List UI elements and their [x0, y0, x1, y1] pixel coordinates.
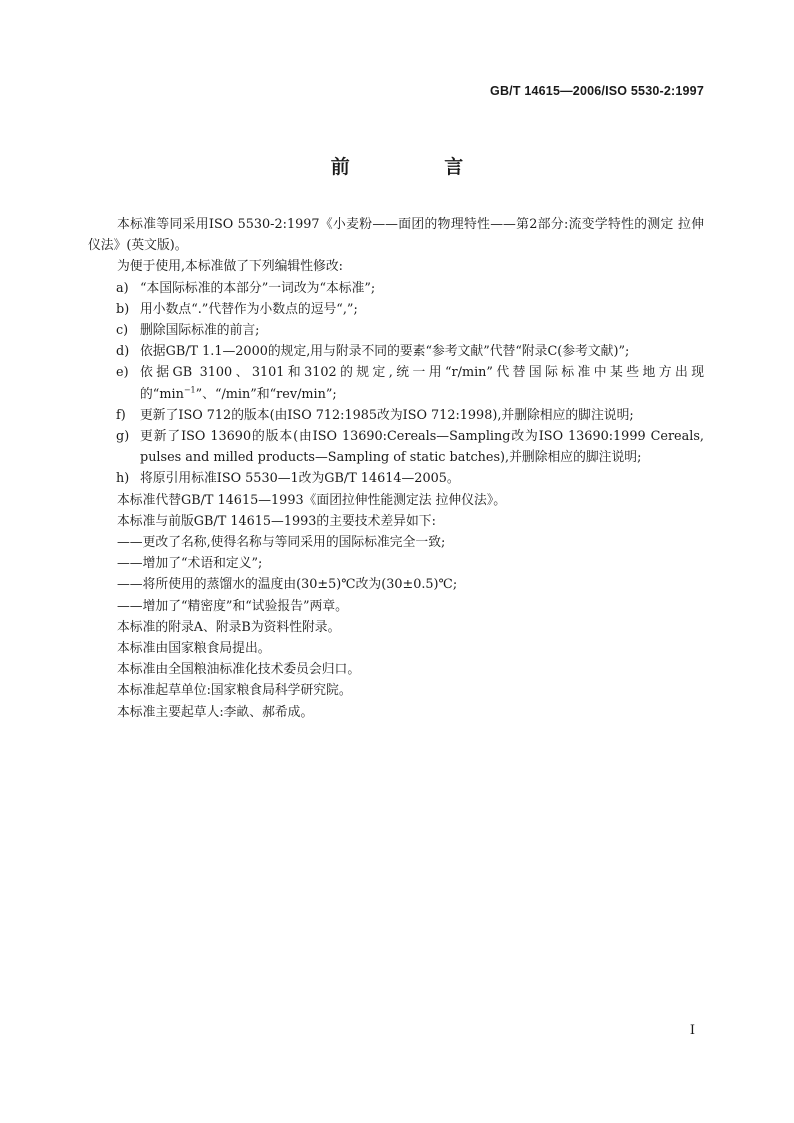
edit-text: 依据GB 3100、3101和3102的规定,统一用“r/min”代替国际标准中某些地方出现的“min [140, 365, 704, 402]
proposer-statement: 本标准由国家粮食局提出。 [117, 641, 271, 657]
edit-marker: c) [116, 323, 129, 339]
edit-item-a [88, 278, 704, 299]
edit-text: 用小数点“.”代替作为小数点的逗号“,”; [140, 301, 358, 317]
edit-text: 删除国际标准的前言; [140, 323, 260, 339]
edit-text: “本国际标准的本部分”一词改为“本标准”; [140, 280, 376, 296]
superscript: −1 [183, 385, 196, 395]
edit-text: 依据GB/T 1.1—2000的规定,用与附录不同的要素“参考文献”代替“附录C(参考文献)”; [140, 344, 630, 360]
edit-item-c [88, 320, 704, 341]
edit-marker: a) [116, 280, 129, 296]
edit-item-d [88, 341, 704, 362]
page-title: 前 言 [330, 156, 508, 178]
annex-statement: 本标准的附录A、附录B为资料性附录。 [117, 619, 341, 635]
edit-text: 更新了ISO 712的版本(由ISO 712:1985改为ISO 712:1998),并删除相应的脚注说明; [140, 407, 634, 423]
drafters-statement: 本标准主要起草人:李畝、郝希成。 [117, 704, 314, 720]
differences-lead: 本标准与前版GB/T 14615—1993的主要技术差异如下: [117, 513, 436, 529]
edit-text: 更新了ISO 13690的版本(由ISO 13690:Cereals—Sampling改为ISO 13690:1999 Cereals, pulses and milled products—Sampling of static batches),并删除相应的脚注说明; [140, 429, 704, 466]
edit-text: 将原引用标准ISO 5530—1改为GB/T 14614—2005。 [140, 471, 460, 487]
edit-marker: b) [116, 301, 130, 317]
intro-edits-lead: 为便于使用,本标准做了下列编辑性修改: [117, 259, 343, 275]
edit-marker: f) [116, 407, 126, 423]
edit-marker: d) [116, 344, 130, 360]
difference-item: ——增加了“精密度”和“试验报告”两章。 [117, 598, 348, 614]
page-number: I [689, 1023, 695, 1038]
edit-marker: e) [116, 365, 129, 381]
drafting-unit-statement: 本标准起草单位:国家粮食局科学研究院。 [117, 683, 352, 699]
difference-item: ——更改了名称,使得名称与等同采用的国际标准完全一致; [117, 535, 446, 551]
edit-text-cont: ”、“/min”和“rev/min”; [195, 386, 337, 402]
edit-item-b [88, 299, 704, 320]
edit-marker: g) [116, 429, 130, 445]
edit-item-e [88, 362, 704, 404]
edit-item-f [88, 405, 704, 426]
edit-item-h [88, 468, 704, 489]
replaces-statement: 本标准代替GB/T 14615—1993《面团拉伸性能测定法 拉伸仪法》。 [117, 492, 507, 508]
difference-item: ——将所使用的蒸馏水的温度由(30±5)℃改为(30±0.5)℃; [117, 577, 458, 593]
foreword-body [88, 214, 704, 723]
intro-paragraph: 本标准等同采用ISO 5530-2:1997《小麦粉——面团的物理特性——第2部分:流变学特性的测定 拉伸仪法》(英文版)。 [88, 217, 704, 254]
edit-marker: h) [116, 471, 130, 487]
committee-statement: 本标准由全国粮油标准化技术委员会归口。 [117, 662, 361, 678]
edit-item-g [88, 426, 704, 468]
difference-item: ——增加了“术语和定义”; [117, 556, 263, 572]
standard-code-header: GB/T 14615—2006/ISO 5530-2:1997 [490, 84, 704, 98]
